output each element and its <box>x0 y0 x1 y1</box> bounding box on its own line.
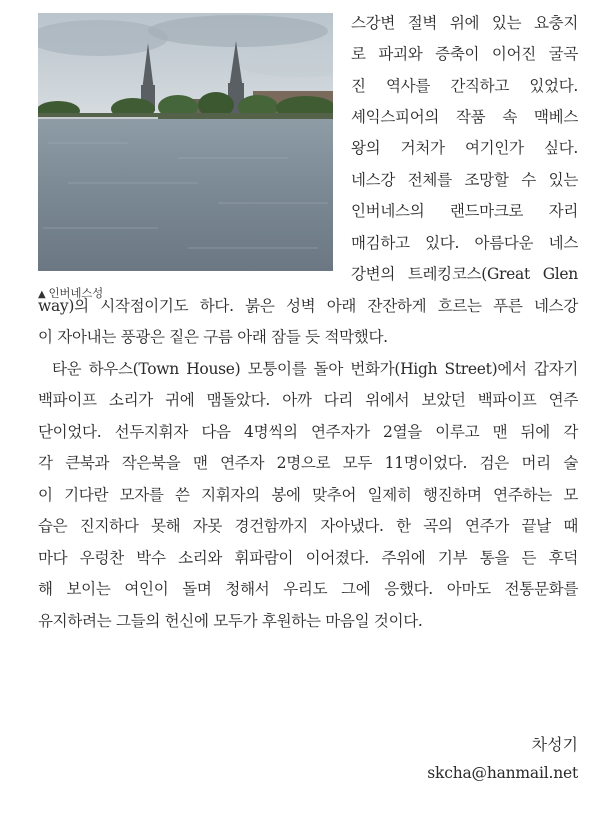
text-line: 유지하려는 그들의 헌신에 모두가 후원하는 마음일 것이다. <box>38 612 423 630</box>
paragraph-start-line: 타운 하우스(Town House) 모퉁이를 돌아 번화가(High Street)에서 갑자기 <box>52 360 578 378</box>
author-name: 차성기 <box>531 735 578 754</box>
text-line: 네스강 전체를 조망할 수 있는 <box>351 171 578 189</box>
text-line: 습은 진지하다 못해 자못 경건함까지 자아냈다. 한 곡의 연주가 끝날 때 <box>38 517 578 535</box>
caption-marker: ▲ <box>38 289 46 300</box>
text-line: 백파이프 소리가 귀에 맴돌았다. 아까 다리 위에서 보았던 백파이프 연주 <box>38 391 578 409</box>
text-line: 단이었다. 선두지휘자 다음 4명씩의 연주자가 2열을 이루고 맨 뒤에 각 <box>38 423 578 441</box>
text-line: 각 큰북과 작은북을 맨 연주자 2명으로 모두 11명이었다. 검은 머리 술 <box>38 454 578 472</box>
river-photo <box>38 13 333 271</box>
text-line: 진 역사를 간직하고 있었다. <box>351 77 578 95</box>
text-line: 셰익스피어의 작품 속 맥베스 <box>351 108 578 126</box>
text-line: 스강변 절벽 위에 있는 요충지 <box>351 14 578 32</box>
text-line: 인버네스의 랜드마크로 자리 <box>351 202 578 220</box>
text-line: 매김하고 있다. 아름다운 네스 <box>351 234 578 252</box>
text-line: way)의 시작점이기도 하다. 붉은 성벽 아래 잔잔하게 흐르는 푸른 네스강 <box>38 297 578 315</box>
text-line: 로 파괴와 증축이 이어진 굴곡 <box>351 45 578 63</box>
text-line: 마다 우렁찬 박수 소리와 휘파람이 이어졌다. 주위에 기부 통을 든 후덕 <box>38 549 578 567</box>
text-line: 이 기다란 모자를 쓴 지휘자의 봉에 맞추어 일제히 행진하며 연주하는 모 <box>38 486 578 504</box>
text-line: 왕의 거처가 여기인가 싶다. <box>351 139 578 157</box>
text-line: 이 자아내는 풍광은 짙은 구름 아래 잠들 듯 적막했다. <box>38 328 388 346</box>
author-email: skcha@hanmail.net <box>427 764 578 782</box>
text-line: 해 보이는 여인이 돌며 청해서 우리도 그에 응했다. 아마도 전통문화를 <box>38 580 578 598</box>
caption-text: 인버네스성 <box>48 286 104 300</box>
text-line: 강변의 트레킹코스(Great Glen <box>351 265 578 283</box>
